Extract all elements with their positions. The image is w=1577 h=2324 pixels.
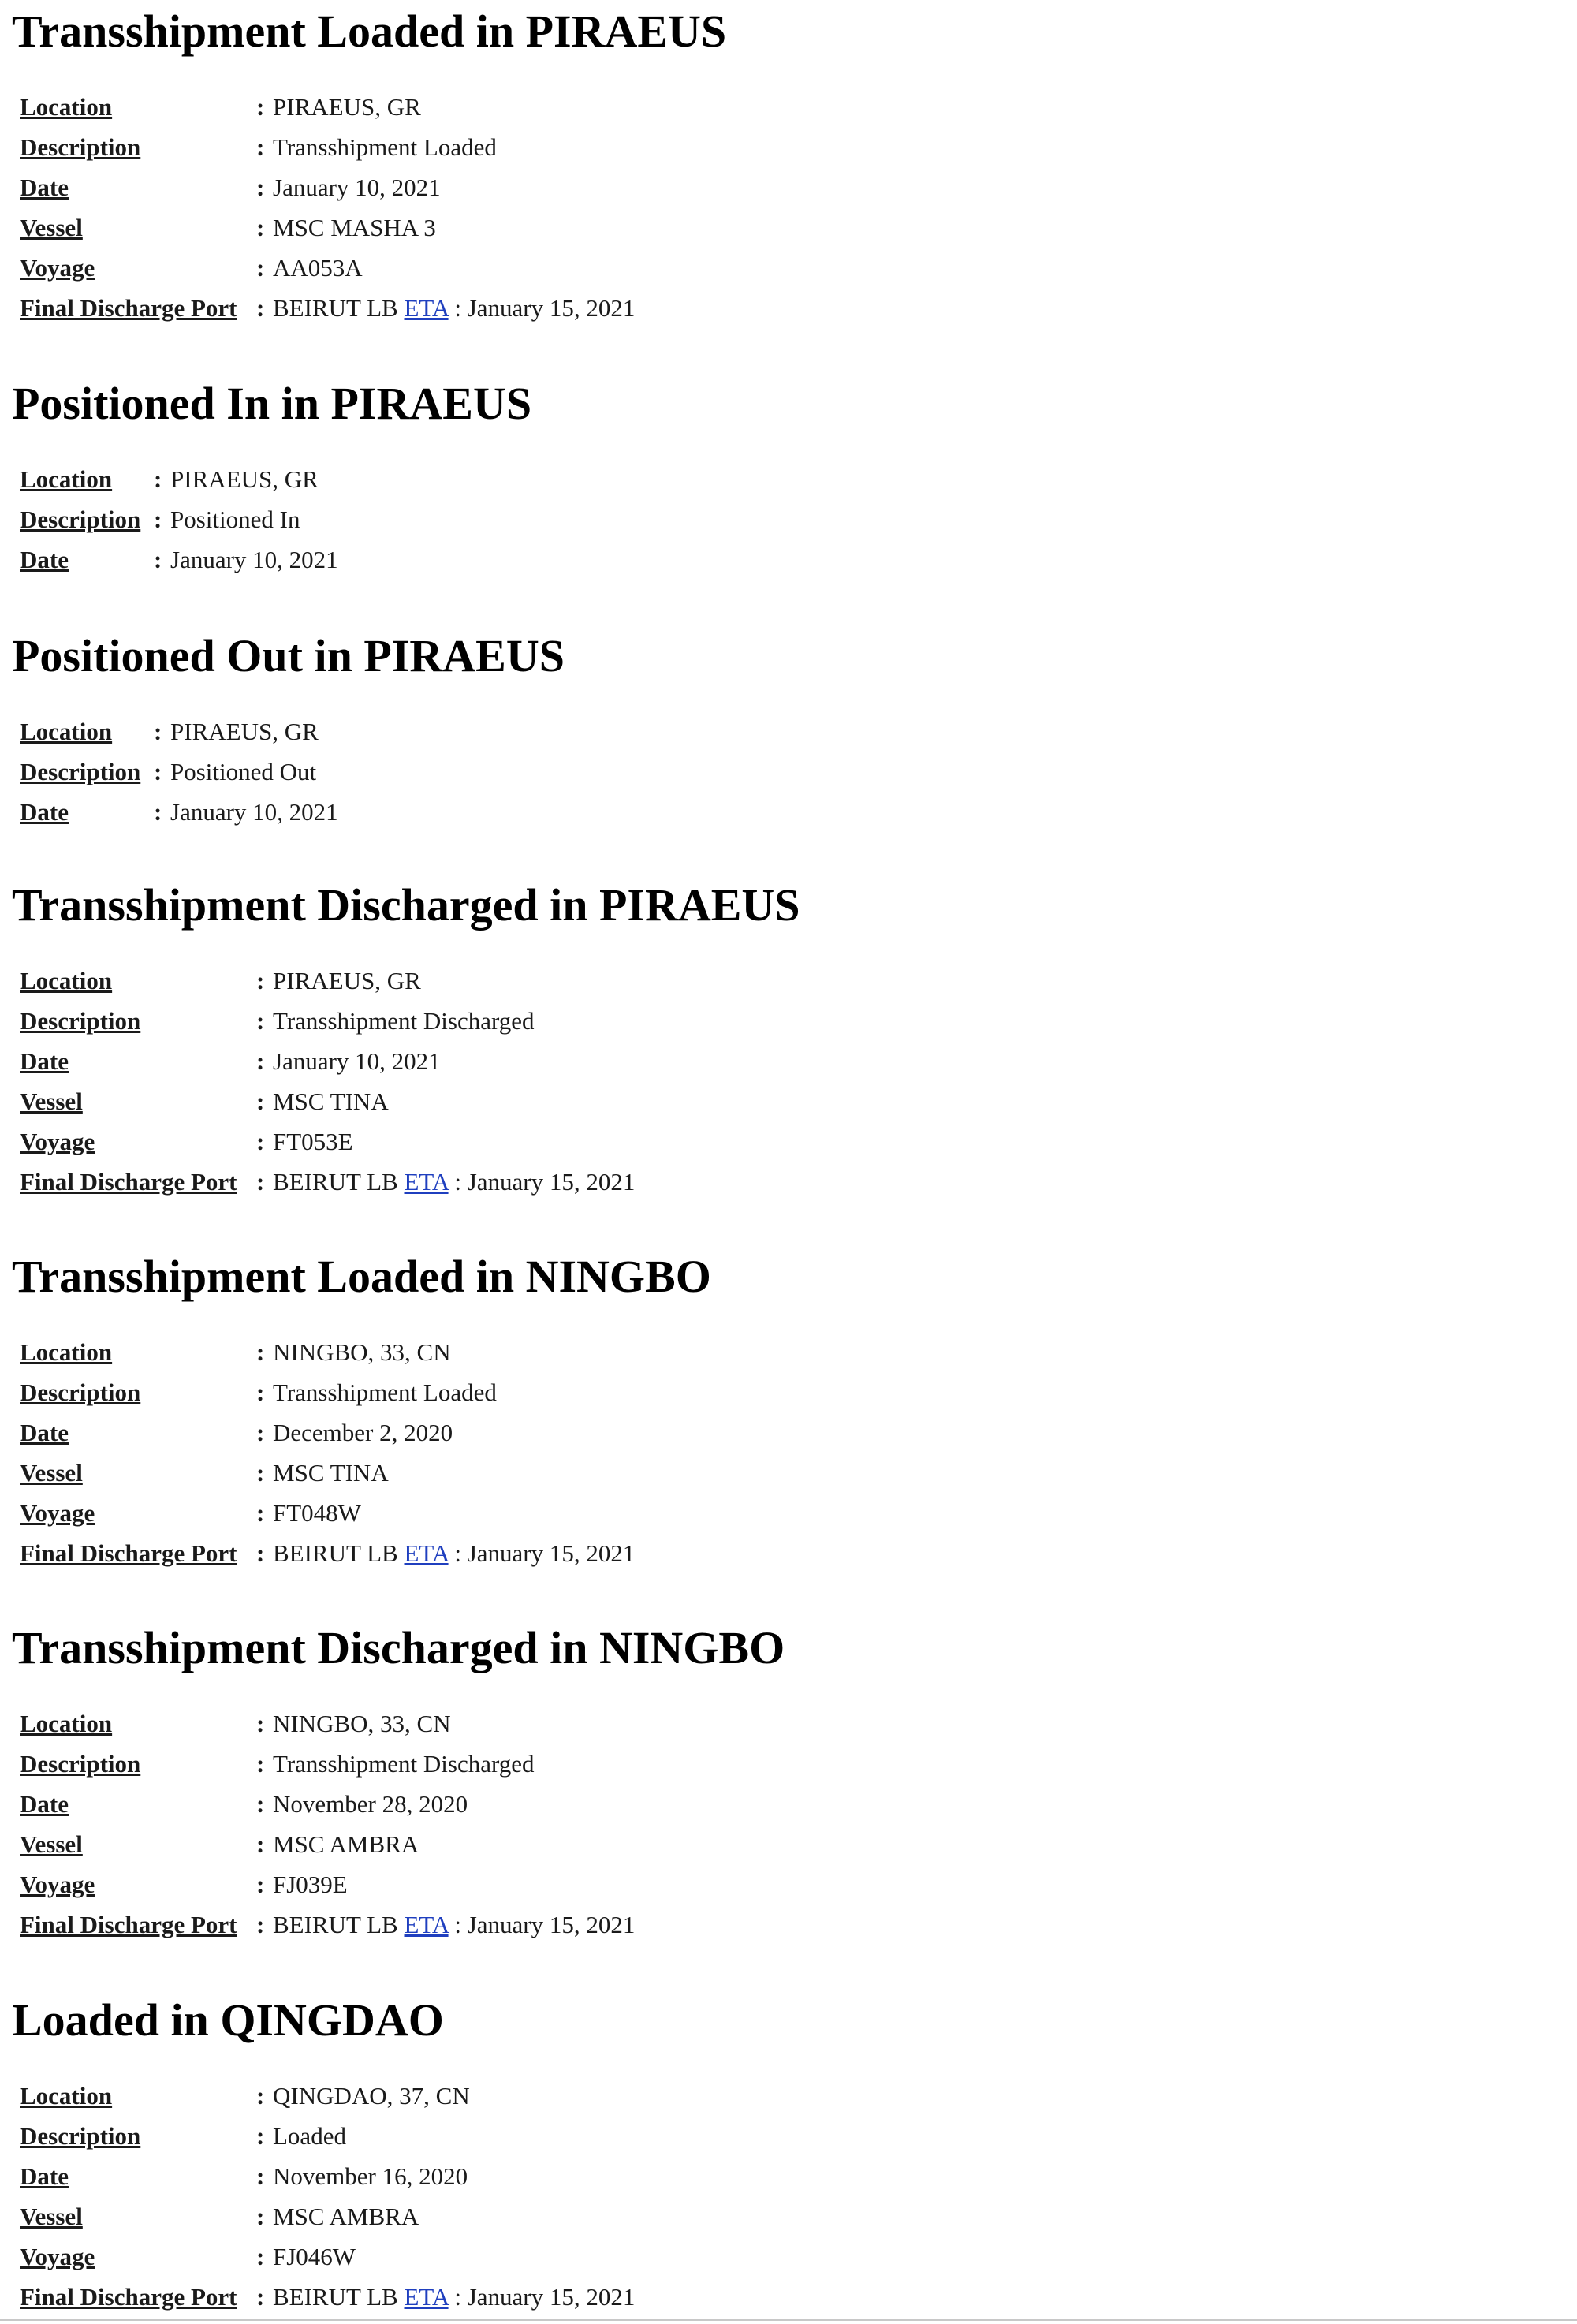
final-discharge-port-value <box>273 2280 635 2315</box>
colon: : <box>256 1911 265 1938</box>
colon: : <box>154 465 162 493</box>
colon: : <box>256 1087 265 1115</box>
date-value: January 10, 2021 <box>170 798 338 826</box>
description-label: Description <box>20 133 141 161</box>
description-row <box>20 502 338 543</box>
date-value: November 28, 2020 <box>273 1790 468 1818</box>
final-discharge-port-row <box>20 1165 635 1205</box>
description-value: Transshipment Loaded <box>273 133 497 161</box>
colon: : <box>256 294 265 322</box>
final-discharge-port-value <box>273 291 635 326</box>
final-discharge-port-row <box>20 1908 635 1948</box>
colon: : <box>256 2283 265 2311</box>
eta-date: January 15, 2021 <box>467 294 636 322</box>
vessel-label: Vessel <box>20 214 83 241</box>
eta-link[interactable]: ETA <box>404 1539 449 1567</box>
colon: : <box>256 1338 265 1366</box>
vessel-value: MSC TINA <box>273 1459 389 1487</box>
date-label: Date <box>20 798 69 826</box>
date-row <box>20 1416 635 1456</box>
vessel-value: MSC AMBRA <box>273 2203 419 2230</box>
final-discharge-port-label: Final Discharge Port <box>20 294 237 322</box>
date-row <box>20 2159 635 2199</box>
eta-date: January 15, 2021 <box>467 1911 636 1938</box>
vessel-row <box>20 211 635 251</box>
vessel-label: Vessel <box>20 2203 83 2230</box>
description-row <box>20 2119 635 2159</box>
colon: : <box>256 1710 265 1737</box>
eta-colon: : <box>454 1539 461 1567</box>
colon: : <box>256 2122 265 2150</box>
eta-colon: : <box>454 2283 461 2311</box>
description-row <box>20 1375 635 1416</box>
final-discharge-port-row <box>20 1536 635 1576</box>
location-value: NINGBO, 33, CN <box>273 1338 451 1366</box>
colon: : <box>256 1459 265 1487</box>
location-label: Location <box>20 2082 113 2110</box>
date-value: January 10, 2021 <box>170 546 338 573</box>
colon: : <box>256 2162 265 2190</box>
event-details <box>20 90 635 331</box>
event-heading: Transshipment Loaded in NINGBO <box>12 1251 711 1302</box>
final-port-name: BEIRUT LB <box>273 2283 398 2311</box>
voyage-row <box>20 2240 635 2280</box>
location-value: NINGBO, 33, CN <box>273 1710 451 1737</box>
final-port-name: BEIRUT LB <box>273 1539 398 1567</box>
voyage-label: Voyage <box>20 1128 95 1155</box>
colon: : <box>154 546 162 573</box>
date-row <box>20 795 338 835</box>
date-label: Date <box>20 1047 69 1075</box>
event-details <box>20 1335 635 1576</box>
colon: : <box>256 2203 265 2230</box>
eta-date: January 15, 2021 <box>467 1168 636 1196</box>
vessel-value: MSC MASHA 3 <box>273 214 436 241</box>
location-value: PIRAEUS, GR <box>273 967 421 994</box>
description-value: Loaded <box>273 2122 346 2150</box>
description-label: Description <box>20 1750 141 1778</box>
date-label: Date <box>20 1790 69 1818</box>
eta-link[interactable]: ETA <box>404 1168 449 1196</box>
description-row <box>20 755 338 795</box>
final-discharge-port-label: Final Discharge Port <box>20 1539 237 1567</box>
colon: : <box>256 1830 265 1858</box>
description-label: Description <box>20 1007 141 1035</box>
voyage-value: FJ046W <box>273 2243 356 2270</box>
date-row <box>20 170 635 211</box>
colon: : <box>256 1790 265 1818</box>
event-heading: Transshipment Loaded in PIRAEUS <box>12 6 727 57</box>
voyage-row <box>20 1867 635 1908</box>
eta-link[interactable]: ETA <box>404 294 449 322</box>
colon: : <box>256 1419 265 1446</box>
voyage-row <box>20 1125 635 1165</box>
colon: : <box>256 173 265 201</box>
location-value: PIRAEUS, GR <box>273 93 421 121</box>
voyage-value: FT048W <box>273 1499 361 1527</box>
colon: : <box>256 93 265 121</box>
colon: : <box>256 1539 265 1567</box>
voyage-value: AA053A <box>273 254 363 282</box>
description-value: Transshipment Discharged <box>273 1007 535 1035</box>
date-row <box>20 1787 635 1827</box>
final-discharge-port-label: Final Discharge Port <box>20 1911 237 1938</box>
date-value: November 16, 2020 <box>273 2162 468 2190</box>
colon: : <box>256 1871 265 1898</box>
eta-colon: : <box>454 1911 461 1938</box>
date-label: Date <box>20 2162 69 2190</box>
event-heading: Transshipment Discharged in NINGBO <box>12 1622 785 1673</box>
colon: : <box>256 254 265 282</box>
colon: : <box>256 1168 265 1196</box>
final-port-name: BEIRUT LB <box>273 294 398 322</box>
location-label: Location <box>20 1710 113 1737</box>
location-label: Location <box>20 967 113 994</box>
colon: : <box>256 1499 265 1527</box>
colon: : <box>154 758 162 785</box>
description-row <box>20 1004 635 1044</box>
location-value: PIRAEUS, GR <box>170 718 319 745</box>
final-discharge-port-label: Final Discharge Port <box>20 1168 237 1196</box>
date-value: January 10, 2021 <box>273 1047 441 1075</box>
vessel-value: MSC AMBRA <box>273 1830 419 1858</box>
final-port-name: BEIRUT LB <box>273 1911 398 1938</box>
colon: : <box>256 214 265 241</box>
vessel-row <box>20 1827 635 1867</box>
description-label: Description <box>20 505 141 533</box>
date-label: Date <box>20 1419 69 1446</box>
event-details <box>20 462 338 583</box>
date-row <box>20 1044 635 1084</box>
colon: : <box>256 133 265 161</box>
voyage-label: Voyage <box>20 254 95 282</box>
eta-colon: : <box>454 294 461 322</box>
colon: : <box>256 1750 265 1778</box>
final-discharge-port-value <box>273 1908 635 1942</box>
eta-date: January 15, 2021 <box>467 2283 636 2311</box>
event-details <box>20 714 338 835</box>
voyage-label: Voyage <box>20 1871 95 1898</box>
colon: : <box>256 1128 265 1155</box>
final-discharge-port-value <box>273 1536 635 1571</box>
location-row <box>20 90 635 130</box>
date-value: December 2, 2020 <box>273 1419 453 1446</box>
colon: : <box>256 2243 265 2270</box>
vessel-row <box>20 2199 635 2240</box>
vessel-label: Vessel <box>20 1087 83 1115</box>
final-discharge-port-value <box>273 1165 635 1199</box>
final-discharge-port-row <box>20 2280 635 2320</box>
location-row <box>20 1707 635 1747</box>
event-heading: Transshipment Discharged in PIRAEUS <box>12 879 800 931</box>
final-port-name: BEIRUT LB <box>273 1168 398 1196</box>
colon: : <box>256 967 265 994</box>
description-value: Transshipment Loaded <box>273 1378 497 1406</box>
voyage-value: FJ039E <box>273 1871 348 1898</box>
location-label: Location <box>20 93 113 121</box>
eta-link[interactable]: ETA <box>404 1911 449 1938</box>
eta-link[interactable]: ETA <box>404 2283 449 2311</box>
colon: : <box>256 1047 265 1075</box>
description-label: Description <box>20 758 141 785</box>
event-details <box>20 964 635 1205</box>
date-row <box>20 543 338 583</box>
colon: : <box>256 2082 265 2110</box>
colon: : <box>154 505 162 533</box>
event-heading: Positioned In in PIRAEUS <box>12 378 532 429</box>
colon: : <box>154 798 162 826</box>
location-value: PIRAEUS, GR <box>170 465 319 493</box>
vessel-row <box>20 1456 635 1496</box>
description-value: Transshipment Discharged <box>273 1750 535 1778</box>
description-row <box>20 1747 635 1787</box>
event-details <box>20 2079 635 2320</box>
event-details <box>20 1707 635 1948</box>
eta-date: January 15, 2021 <box>467 1539 636 1567</box>
voyage-value: FT053E <box>273 1128 353 1155</box>
vessel-value: MSC TINA <box>273 1087 389 1115</box>
voyage-row <box>20 251 635 291</box>
final-discharge-port-label: Final Discharge Port <box>20 2283 237 2311</box>
location-row <box>20 462 338 502</box>
voyage-row <box>20 1496 635 1536</box>
date-label: Date <box>20 173 69 201</box>
colon: : <box>256 1378 265 1406</box>
location-label: Location <box>20 465 113 493</box>
description-label: Description <box>20 1378 141 1406</box>
date-label: Date <box>20 546 69 573</box>
event-heading: Loaded in QINGDAO <box>12 1994 444 2046</box>
description-value: Positioned In <box>170 505 300 533</box>
colon: : <box>256 1007 265 1035</box>
location-row <box>20 964 635 1004</box>
description-value: Positioned Out <box>170 758 317 785</box>
vessel-label: Vessel <box>20 1830 83 1858</box>
page-bottom-divider <box>0 2319 1577 2321</box>
final-discharge-port-row <box>20 291 635 331</box>
location-value: QINGDAO, 37, CN <box>273 2082 470 2110</box>
description-row <box>20 130 635 170</box>
vessel-label: Vessel <box>20 1459 83 1487</box>
location-row <box>20 1335 635 1375</box>
location-row <box>20 714 338 755</box>
description-label: Description <box>20 2122 141 2150</box>
location-row <box>20 2079 635 2119</box>
voyage-label: Voyage <box>20 2243 95 2270</box>
eta-colon: : <box>454 1168 461 1196</box>
voyage-label: Voyage <box>20 1499 95 1527</box>
event-heading: Positioned Out in PIRAEUS <box>12 630 565 681</box>
date-value: January 10, 2021 <box>273 173 441 201</box>
colon: : <box>154 718 162 745</box>
location-label: Location <box>20 718 113 745</box>
vessel-row <box>20 1084 635 1125</box>
location-label: Location <box>20 1338 113 1366</box>
